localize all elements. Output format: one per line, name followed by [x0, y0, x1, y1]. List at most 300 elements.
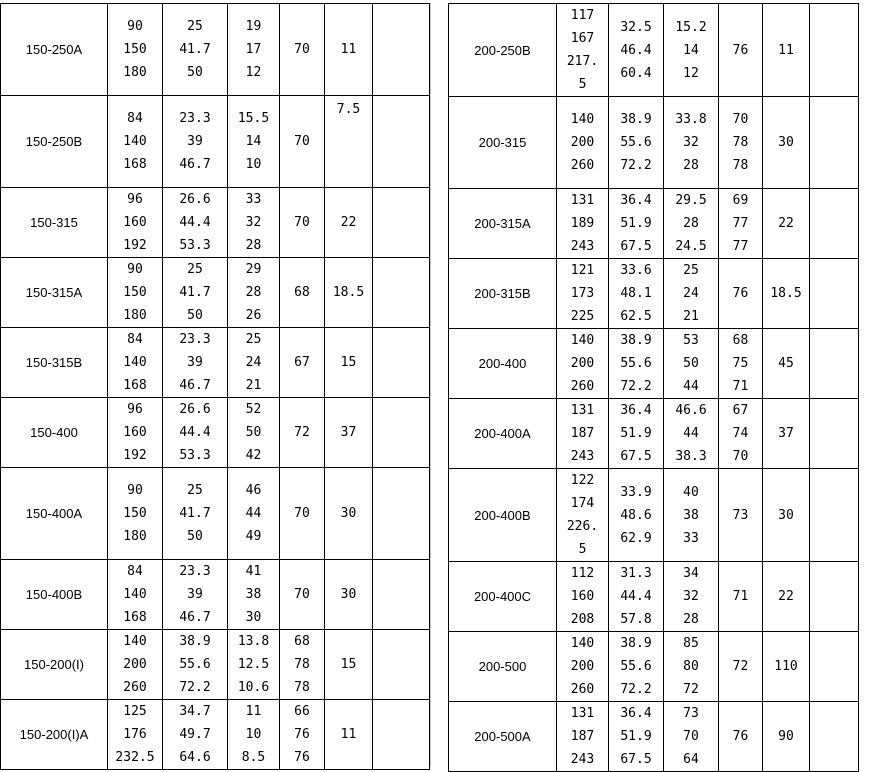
model-cell: 200-250B: [449, 4, 557, 97]
flow2-cell: [609, 259, 664, 329]
head-cell: [664, 632, 719, 702]
head-value: 12: [245, 65, 262, 80]
power-cell: [325, 630, 373, 700]
table-row: [449, 399, 859, 469]
model-cell: 200-400: [449, 329, 557, 399]
eff-cell: [719, 329, 763, 399]
table-row: [1, 4, 430, 96]
flow2-cell: [163, 258, 228, 328]
flow-value: 96: [127, 192, 143, 207]
eff-value: 71: [732, 379, 749, 394]
head-value: 41: [245, 564, 262, 579]
model-cell: 150-315A: [1, 258, 108, 328]
head-value: 28: [683, 158, 699, 173]
flow-value: 90: [127, 262, 143, 277]
flow-value: 225: [570, 309, 595, 324]
blank-cell: [373, 700, 430, 770]
eff-cell: [280, 4, 325, 96]
flow-cell: [108, 258, 163, 328]
flow2-value: 49.7: [179, 727, 211, 742]
flow-value: 150: [123, 285, 147, 300]
flow-value: 5: [578, 542, 587, 557]
head-cell: [664, 259, 719, 329]
flow-value: 150: [123, 506, 147, 521]
head-value: 52: [245, 402, 262, 417]
flow2-cell: [163, 328, 228, 398]
flow-value: 84: [127, 111, 143, 126]
flow2-value: 50: [187, 529, 203, 544]
power-cell: [763, 259, 810, 329]
flow-cell: [108, 96, 163, 188]
right-table-body: [449, 4, 859, 772]
head-value: 32: [683, 589, 699, 604]
flow2-value: 38.9: [620, 112, 652, 127]
flow2-value: 41.7: [179, 42, 211, 57]
flow2-value: 39: [187, 587, 203, 602]
head-value: 38: [245, 587, 262, 602]
head-cell: [228, 630, 280, 700]
flow2-cell: [609, 469, 664, 562]
head-value: 26: [245, 308, 262, 323]
eff-cell: [280, 468, 325, 560]
flow-cell: [557, 189, 609, 259]
flow2-value: 39: [187, 355, 203, 370]
model-cell: 200-315: [449, 97, 557, 189]
eff-value: 70: [294, 587, 310, 602]
power-cell: [325, 560, 373, 630]
head-value: 32: [683, 135, 699, 150]
flow-value: 140: [123, 355, 147, 370]
power-cell: [325, 96, 373, 188]
head-value: 44: [683, 379, 699, 394]
flow2-value: 50: [187, 308, 203, 323]
model-cell: 150-250A: [1, 4, 108, 96]
flow-value: 180: [123, 529, 147, 544]
flow-cell: [557, 399, 609, 469]
head-value: 14: [245, 134, 262, 149]
eff-value: 78: [294, 680, 310, 695]
blank-cell: [373, 560, 430, 630]
flow2-value: 46.7: [179, 157, 211, 172]
flow2-value: 55.6: [620, 659, 652, 674]
flow-value: 260: [570, 158, 595, 173]
head-value: 24: [245, 355, 262, 370]
flow2-value: 46.7: [179, 378, 211, 393]
flow2-cell: [163, 4, 228, 96]
flow-cell: [557, 97, 609, 189]
blank-cell: [373, 468, 430, 560]
flow-value: 131: [570, 706, 595, 721]
flow2-cell: [163, 188, 228, 258]
head-value: 15.5: [237, 111, 270, 126]
flow2-value: 72.2: [620, 158, 652, 173]
blank-cell: [810, 399, 859, 469]
blank-cell: [373, 258, 430, 328]
eff-cell: [719, 469, 763, 562]
power-cell: [763, 399, 810, 469]
flow2-value: 23.3: [179, 332, 211, 347]
left-table-body: [1, 4, 430, 770]
power-cell: [763, 469, 810, 562]
power-cell: [763, 562, 810, 632]
eff-value: 70: [294, 506, 310, 521]
flow-value: 117: [570, 8, 595, 23]
flow-cell: [557, 259, 609, 329]
left-pump-table: [0, 3, 430, 770]
flow2-value: 46.7: [179, 610, 211, 625]
power-value: 22: [340, 215, 357, 230]
model-cell: 150-400: [1, 398, 108, 468]
power-value: 15: [340, 657, 357, 672]
table-row: [449, 702, 859, 772]
model-cell: 200-400B: [449, 469, 557, 562]
blank-cell: [810, 329, 859, 399]
flow-value: 192: [123, 238, 147, 253]
model-cell: 150-200(I): [1, 630, 108, 700]
blank-cell: [373, 188, 430, 258]
eff-value: 69: [732, 193, 749, 208]
flow2-value: 72.2: [620, 682, 652, 697]
eff-value: 77: [732, 216, 749, 231]
flow-value: 140: [123, 634, 147, 649]
model-cell: 200-400A: [449, 399, 557, 469]
flow-value: 168: [123, 610, 147, 625]
flow-value: 200: [570, 356, 595, 371]
head-cell: [228, 398, 280, 468]
power-value: 45: [778, 356, 794, 371]
head-cell: [228, 468, 280, 560]
eff-value: 72: [294, 425, 310, 440]
eff-cell: [719, 632, 763, 702]
table-row: [1, 398, 430, 468]
flow2-value: 41.7: [179, 506, 211, 521]
flow-cell: [557, 329, 609, 399]
head-value: 32: [245, 215, 262, 230]
flow2-value: 55.6: [179, 657, 211, 672]
flow2-value: 46.4: [620, 42, 652, 58]
blank-cell: [373, 630, 430, 700]
flow2-cell: [609, 562, 664, 632]
power-cell: [763, 189, 810, 259]
flow-value: 5: [578, 77, 587, 92]
head-value: 12: [683, 65, 699, 81]
eff-cell: [280, 258, 325, 328]
power-value: 30: [778, 135, 794, 150]
head-value: 29.5: [675, 193, 707, 208]
power-value: 11: [340, 727, 357, 742]
eff-value: 76: [732, 42, 749, 58]
head-value: 50: [683, 356, 699, 371]
flow-value: 226.: [566, 519, 599, 534]
head-cell: [228, 560, 280, 630]
flow2-value: 36.4: [620, 193, 652, 208]
head-cell: [228, 258, 280, 328]
blank-cell: [810, 259, 859, 329]
head-value: 24: [683, 286, 699, 301]
head-value: 8.5: [241, 750, 266, 765]
flow2-cell: [163, 398, 228, 468]
flow2-cell: [163, 560, 228, 630]
head-value: 40: [683, 484, 699, 500]
flow-value: 84: [127, 332, 143, 347]
head-value: 53: [683, 333, 699, 348]
flow-cell: [108, 4, 163, 96]
eff-value: 70: [732, 112, 749, 127]
flow2-value: 67.5: [620, 752, 652, 767]
head-cell: [664, 4, 719, 97]
flow-value: 121: [570, 263, 595, 278]
flow-cell: [108, 328, 163, 398]
flow2-value: 60.4: [620, 65, 652, 81]
flow2-value: 48.6: [620, 507, 652, 523]
eff-value: 67: [732, 403, 749, 418]
eff-value: 78: [732, 158, 749, 173]
head-value: 38: [683, 507, 699, 523]
flow-value: 208: [570, 612, 595, 627]
model-cell: 150-400B: [1, 560, 108, 630]
eff-value: 76: [732, 729, 749, 744]
table-row: [1, 188, 430, 258]
flow-value: 200: [570, 135, 595, 150]
head-value: 10: [245, 157, 262, 172]
flow-cell: [557, 4, 609, 97]
table-row: [1, 560, 430, 630]
right-pump-table: [448, 3, 859, 772]
flow2-value: 62.5: [620, 309, 652, 324]
eff-value: 72: [732, 659, 749, 674]
eff-cell: [280, 700, 325, 770]
head-value: 11: [245, 704, 262, 719]
flow2-value: 36.4: [620, 706, 652, 721]
flow-value: 167: [570, 31, 595, 46]
flow2-cell: [609, 4, 664, 97]
flow2-value: 62.9: [620, 530, 652, 546]
head-value: 21: [245, 378, 262, 393]
blank-cell: [810, 632, 859, 702]
eff-value: 77: [732, 239, 749, 254]
flow2-value: 31.3: [620, 566, 652, 581]
eff-value: 68: [294, 285, 310, 300]
head-value: 21: [683, 309, 699, 324]
power-value: 11: [340, 42, 357, 57]
table-row: [1, 96, 430, 188]
flow2-value: 25: [187, 19, 203, 34]
flow2-value: 32.5: [620, 19, 652, 35]
head-value: 25: [245, 332, 262, 347]
flow2-value: 50: [187, 65, 203, 80]
power-cell: [325, 258, 373, 328]
flow-value: 243: [570, 752, 595, 767]
eff-cell: [280, 398, 325, 468]
flow2-value: 51.9: [620, 729, 652, 744]
head-value: 28: [245, 238, 262, 253]
power-value: 18.5: [770, 286, 802, 301]
power-value: 22: [778, 589, 794, 604]
power-value: 22: [778, 216, 794, 231]
flow-value: 180: [123, 308, 147, 323]
flow-value: 260: [123, 680, 147, 695]
flow-cell: [108, 700, 163, 770]
flow-value: 160: [570, 589, 595, 604]
eff-value: 78: [294, 657, 310, 672]
eff-cell: [719, 189, 763, 259]
flow2-value: 25: [187, 483, 203, 498]
model-cell: 150-250B: [1, 96, 108, 188]
table-row: [1, 258, 430, 328]
flow2-value: 51.9: [620, 426, 652, 441]
flow-cell: [108, 630, 163, 700]
flow2-value: 34.7: [179, 704, 211, 719]
head-cell: [664, 329, 719, 399]
flow-cell: [108, 560, 163, 630]
flow2-value: 26.6: [179, 402, 211, 417]
eff-value: 66: [294, 704, 310, 719]
eff-cell: [280, 96, 325, 188]
head-value: 30: [245, 610, 262, 625]
flow-value: 90: [127, 483, 143, 498]
eff-value: 71: [732, 589, 749, 604]
power-value: 18.5: [332, 285, 365, 300]
flow-value: 174: [570, 496, 595, 511]
flow2-cell: [609, 189, 664, 259]
model-cell: 150-400A: [1, 468, 108, 560]
flow2-value: 44.4: [179, 215, 211, 230]
blank-cell: [810, 469, 859, 562]
eff-value: 76: [294, 750, 310, 765]
head-cell: [228, 700, 280, 770]
head-value: 12.5: [237, 657, 270, 672]
power-value: 15: [340, 355, 357, 370]
model-cell: 200-500: [449, 632, 557, 702]
flow2-value: 41.7: [179, 285, 211, 300]
head-value: 38.3: [675, 449, 707, 464]
power-cell: [763, 4, 810, 97]
table-row: [449, 329, 859, 399]
table-row: [449, 4, 859, 97]
power-value: 110: [774, 659, 798, 674]
flow-value: 176: [123, 727, 147, 742]
flow-cell: [557, 702, 609, 772]
flow-value: 189: [570, 216, 595, 231]
blank-cell: [810, 189, 859, 259]
head-value: 42: [245, 448, 262, 463]
flow-value: 125: [123, 704, 147, 719]
table-row: [1, 700, 430, 770]
flow-value: 187: [570, 729, 595, 744]
flow-value: 140: [123, 134, 147, 149]
flow2-value: 53.3: [179, 448, 211, 463]
head-value: 19: [245, 19, 262, 34]
flow-value: 200: [123, 657, 147, 672]
flow-cell: [557, 562, 609, 632]
flow-value: 112: [570, 566, 595, 581]
flow2-value: 55.6: [620, 135, 652, 150]
flow2-cell: [163, 468, 228, 560]
power-cell: [763, 632, 810, 702]
model-cell: 150-200(I)A: [1, 700, 108, 770]
blank-cell: [373, 398, 430, 468]
flow2-cell: [609, 329, 664, 399]
flow2-cell: [609, 702, 664, 772]
flow-value: 217.: [566, 54, 599, 69]
eff-value: 75: [732, 356, 749, 371]
flow-value: 260: [570, 682, 595, 697]
flow2-value: 38.9: [620, 333, 652, 348]
flow-value: 160: [123, 215, 147, 230]
head-value: 80: [683, 659, 699, 674]
head-value: 28: [683, 216, 699, 231]
flow2-value: 48.1: [620, 286, 652, 301]
head-value: 72: [683, 682, 699, 697]
eff-value: 78: [732, 135, 749, 150]
power-cell: [763, 329, 810, 399]
blank-cell: [373, 328, 430, 398]
flow2-value: 44.4: [620, 589, 652, 604]
flow2-value: 26.6: [179, 192, 211, 207]
flow2-value: 51.9: [620, 216, 652, 231]
power-cell: [325, 468, 373, 560]
power-value: 30: [778, 507, 794, 523]
power-value: 7.5: [336, 102, 361, 117]
head-value: 70: [683, 729, 699, 744]
table-gap-divider: [430, 3, 431, 767]
head-value: 25: [683, 263, 699, 278]
flow-value: 192: [123, 448, 147, 463]
flow-value: 150: [123, 42, 147, 57]
flow2-value: 25: [187, 262, 203, 277]
eff-cell: [719, 4, 763, 97]
model-cell: 150-315B: [1, 328, 108, 398]
head-value: 33.8: [675, 112, 707, 127]
head-value: 34: [683, 566, 699, 581]
eff-cell: [280, 188, 325, 258]
eff-value: 70: [294, 215, 310, 230]
head-value: 49: [245, 529, 262, 544]
model-cell: 150-315: [1, 188, 108, 258]
head-cell: [664, 189, 719, 259]
power-cell: [325, 4, 373, 96]
flow2-value: 23.3: [179, 564, 211, 579]
flow-value: 187: [570, 426, 595, 441]
head-cell: [664, 562, 719, 632]
flow2-value: 64.6: [179, 750, 211, 765]
table-row: [449, 632, 859, 702]
head-cell: [228, 96, 280, 188]
eff-value: 70: [294, 42, 310, 57]
table-row: [449, 562, 859, 632]
table-row: [449, 469, 859, 562]
flow-value: 168: [123, 378, 147, 393]
head-value: 44: [245, 506, 262, 521]
flow2-value: 33.9: [620, 484, 652, 500]
flow2-value: 55.6: [620, 356, 652, 371]
power-value: 37: [778, 426, 794, 441]
eff-cell: [280, 630, 325, 700]
flow-value: 140: [570, 112, 595, 127]
head-value: 64: [683, 752, 699, 767]
head-value: 46.6: [675, 403, 707, 418]
flow-value: 160: [123, 425, 147, 440]
eff-value: 74: [732, 426, 749, 441]
power-cell: [325, 328, 373, 398]
blank-cell: [810, 97, 859, 189]
eff-cell: [719, 702, 763, 772]
flow2-cell: [609, 97, 664, 189]
head-value: 15.2: [675, 19, 707, 35]
head-value: 28: [245, 285, 262, 300]
eff-value: 76: [294, 727, 310, 742]
flow-value: 243: [570, 239, 595, 254]
